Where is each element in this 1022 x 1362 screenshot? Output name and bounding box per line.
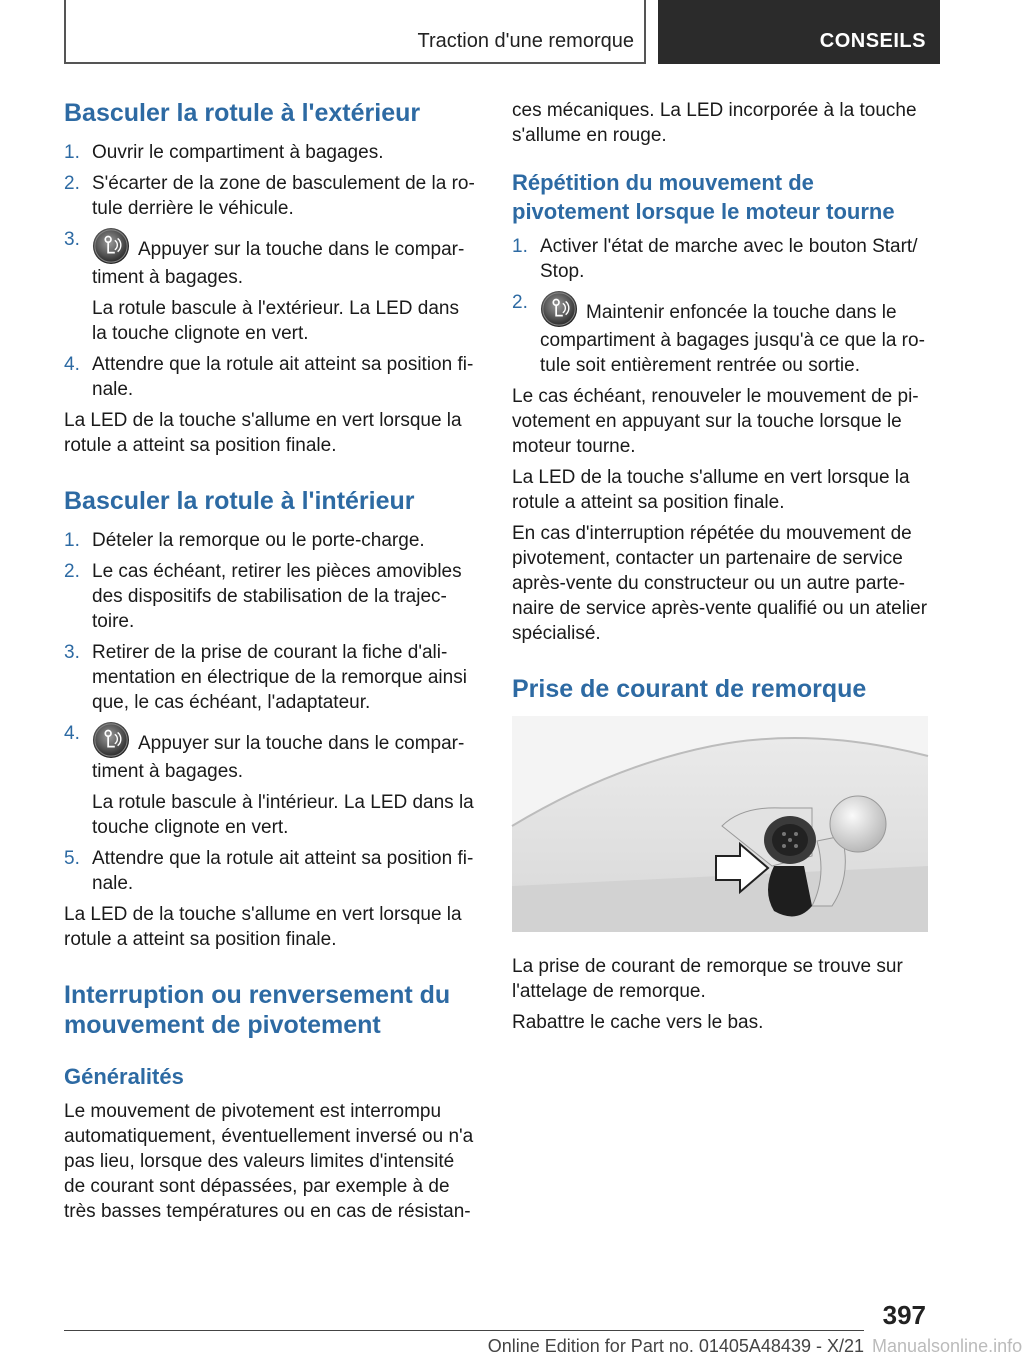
list-item: [64, 721, 478, 840]
step-number: 3.: [64, 642, 80, 663]
list-item: [64, 640, 478, 715]
heading-interruption: Interruption ou renversement du mouvement de pivotement: [64, 981, 451, 1039]
step-text: Dételer la remorque ou le porte-charge.: [92, 530, 425, 551]
socket-paragraph-2: Rabattre le cache vers le bas.: [512, 1012, 764, 1033]
continued-text: ces mécaniques. La LED incorporée à la touche s'allume en rouge.: [512, 100, 917, 146]
repeat-paragraph-3: En cas d'interruption répétée du mouvement de pivotement, contacter un partenaire de service après-vente du constructeur ou un autre parte‐ naire de service après-vente qualifié ou un atelier spécialisé.: [512, 523, 928, 644]
step-number: 5.: [64, 848, 80, 869]
hitch-button-icon: [92, 721, 130, 759]
step-number: 1.: [64, 530, 80, 551]
heading-swing-in: Basculer la rotule à l'intérieur: [64, 487, 415, 515]
step-text: Appuyer sur la touche dans le compar‐ timent à bagages.: [92, 733, 465, 782]
page-number: 397: [882, 1300, 926, 1330]
hitch-button-icon: [92, 227, 130, 265]
step-number: 4.: [64, 723, 80, 744]
step-text: Attendre que la rotule ait atteint sa position fi‐ nale.: [92, 848, 474, 894]
step-text: Activer l'état de marche avec le bouton Start/ Stop.: [540, 236, 918, 282]
step-number: 4.: [64, 354, 80, 375]
step-number: 2.: [512, 292, 528, 313]
heading-repeat: Répétition du mouvement de pivotement lorsque le moteur tourne: [512, 170, 895, 224]
step-text: Retirer de la prise de courant la fiche d'ali‐ mentation en électrique de la remorque ainsi que, le cas échéant, l'adaptateur.: [92, 642, 467, 713]
trailer-socket-image: [512, 716, 928, 932]
step-text: Appuyer sur la touche dans le compar‐ timent à bagages.: [92, 239, 465, 288]
list-item: [64, 171, 478, 221]
step-text: S'écarter de la zone de basculement de la ro‐ tule derrière le véhicule.: [92, 173, 475, 219]
list-item: [64, 227, 478, 346]
hitch-button-icon: [540, 290, 578, 328]
steps-repeat: [512, 234, 930, 378]
step-number: 1.: [64, 142, 80, 163]
heading-swing-out: Basculer la rotule à l'extérieur: [64, 99, 421, 127]
right-column: [512, 98, 930, 1041]
step-result: La rotule bascule à l'extérieur. La LED dans la touche clignote en vert.: [92, 298, 459, 344]
left-column: [64, 98, 478, 1230]
note-swing-out: La LED de la touche s'allume en vert lorsque la rotule a atteint sa position finale.: [64, 410, 462, 456]
chapter-tab: [658, 0, 940, 64]
step-result: La rotule bascule à l'intérieur. La LED dans la touche clignote en vert.: [92, 792, 474, 838]
list-item: [64, 559, 478, 634]
step-text: Maintenir enfoncée la touche dans le compartiment à bagages jusqu'à ce que la ro‐ tule soit entièrement rentrée ou sortie.: [540, 302, 925, 376]
list-item: [64, 528, 478, 553]
steps-swing-in: [64, 528, 478, 896]
step-text: Le cas échéant, retirer les pièces amovibles des dispositifs de stabilisation de la trajec‐ toire.: [92, 561, 462, 632]
step-number: 2.: [64, 561, 80, 582]
edition-text: Online Edition for Part no. 01405A48439 - X/21: [487, 1336, 864, 1356]
list-item: [64, 352, 478, 402]
watermark: Manualsonline.info: [872, 1336, 1022, 1356]
step-text: Ouvrir le compartiment à bagages.: [92, 142, 384, 163]
steps-swing-out: [64, 140, 478, 402]
list-item: [512, 290, 930, 378]
socket-paragraph-1: La prise de courant de remorque se trouve sur l'attelage de remorque.: [512, 956, 903, 1002]
note-swing-in: La LED de la touche s'allume en vert lorsque la rotule a atteint sa position finale.: [64, 904, 462, 950]
heading-general: Généralités: [64, 1064, 184, 1089]
footer-divider: [64, 1330, 864, 1331]
header-frame: [64, 0, 646, 64]
section-title: Traction d'une remorque: [417, 30, 634, 52]
list-item: [64, 140, 478, 165]
chapter-label: CONSEILS: [819, 30, 926, 52]
step-text: Attendre que la rotule ait atteint sa position fi‐ nale.: [92, 354, 474, 400]
repeat-paragraph-2: La LED de la touche s'allume en vert lorsque la rotule a atteint sa position finale.: [512, 467, 910, 513]
general-text: Le mouvement de pivotement est interrompu automatiquement, éventuellement inversé ou n'a pas lieu, lorsque des valeurs limites d'intensité de courant sont dépassées, par exemple à de très basses températures ou en cas de résistan‐: [64, 1101, 474, 1222]
heading-trailer-socket: Prise de courant de remorque: [512, 675, 867, 703]
repeat-paragraph-1: Le cas échéant, renouveler le mouvement de pi‐ votement en appuyant sur la touche lorsque le moteur tourne.: [512, 386, 919, 457]
step-number: 3.: [64, 229, 80, 250]
step-number: 2.: [64, 173, 80, 194]
list-item: [512, 234, 930, 284]
list-item: [64, 846, 478, 896]
step-number: 1.: [512, 236, 528, 257]
